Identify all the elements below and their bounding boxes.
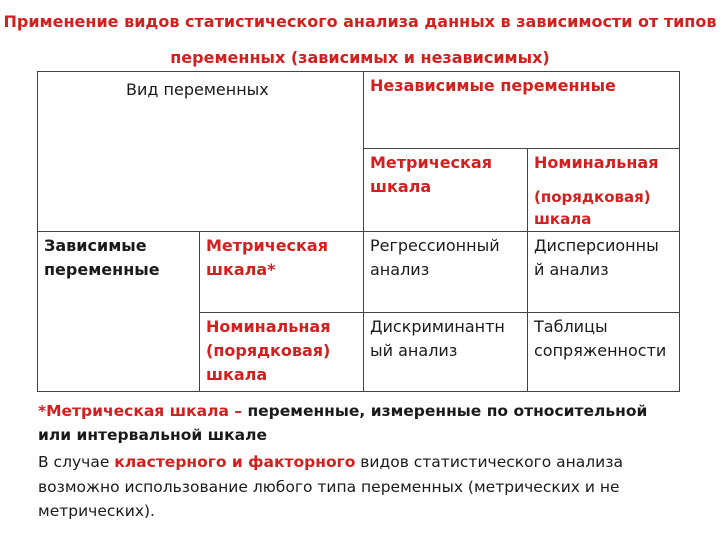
note-cluster-factor-pre: В случае <box>38 453 115 471</box>
cell-contingency-line-1: Таблицы <box>534 317 608 336</box>
footnote-metric-scale-term: *Метрическая шкала – <box>38 402 243 420</box>
note-cluster-factor <box>38 450 623 474</box>
footnote-metric-scale-definition: переменные, измеренные по относительной <box>242 402 648 420</box>
note-cluster-factor-post: видов статистического анализа <box>355 453 623 471</box>
cell-dispersion-analysis <box>528 231 680 313</box>
cell-discriminant-line-1: Дискриминантн <box>370 317 505 336</box>
row-header-metric <box>199 231 364 313</box>
note-cluster-factor-line-3: метрических). <box>38 502 155 520</box>
column-header-metric-line-2: шкала <box>370 177 432 196</box>
header-independent-variables <box>364 71 680 149</box>
cell-discriminant-line-2: ый анализ <box>370 341 458 360</box>
footnote-metric-scale <box>38 399 647 423</box>
note-cluster-factor-line-2: возможно использование любого типа переменных (метрических и не <box>38 478 620 496</box>
row-header-nominal-line-3: шкала <box>206 365 268 384</box>
header-independent-label: Независимые переменные <box>370 76 616 95</box>
cell-contingency-line-2: сопряженности <box>534 341 667 360</box>
cell-discriminant-analysis <box>364 313 528 392</box>
column-header-metric-line-1: Метрическая <box>370 153 492 172</box>
row-header-nominal-line-2: (порядковая) <box>206 341 331 360</box>
row-header-dependent-line-1: Зависимые <box>44 236 147 255</box>
column-header-nominal-line-1: Номинальная <box>534 153 659 172</box>
cell-dispersion-line-1: Дисперсионны <box>534 236 659 255</box>
row-header-metric-line-1: Метрическая <box>206 236 328 255</box>
cell-regression-line-2: анализ <box>370 260 430 279</box>
column-header-metric <box>364 149 528 231</box>
row-header-metric-line-2: шкала* <box>206 260 276 279</box>
header-variable-type-label: Вид переменных <box>126 80 269 99</box>
column-header-nominal-line-3: шкала <box>534 210 592 228</box>
row-header-nominal-line-1: Номинальная <box>206 317 331 336</box>
header-variable-type <box>37 71 364 231</box>
row-header-nominal <box>199 313 364 392</box>
slide-title-line-2: переменных (зависимых и независимых) <box>170 48 550 67</box>
cell-regression-line-1: Регрессионный <box>370 236 500 255</box>
cell-regression-analysis <box>364 231 528 313</box>
column-header-nominal <box>528 149 680 231</box>
footnote-metric-scale-line-2 <box>38 423 267 447</box>
row-header-dependent-line-2: переменные <box>44 260 160 279</box>
footnote-metric-scale-line-2-text: или интервальной шкале <box>38 426 267 444</box>
cell-contingency-tables <box>528 313 680 392</box>
note-cluster-factor-highlight: кластерного и факторного <box>114 453 356 471</box>
slide-title-line-1: Применение видов статистического анализа данных в зависимости от типов <box>3 12 717 31</box>
row-header-dependent <box>37 231 199 392</box>
column-header-nominal-line-2: (порядковая) <box>534 188 651 206</box>
cell-dispersion-line-2: й анализ <box>534 260 609 279</box>
